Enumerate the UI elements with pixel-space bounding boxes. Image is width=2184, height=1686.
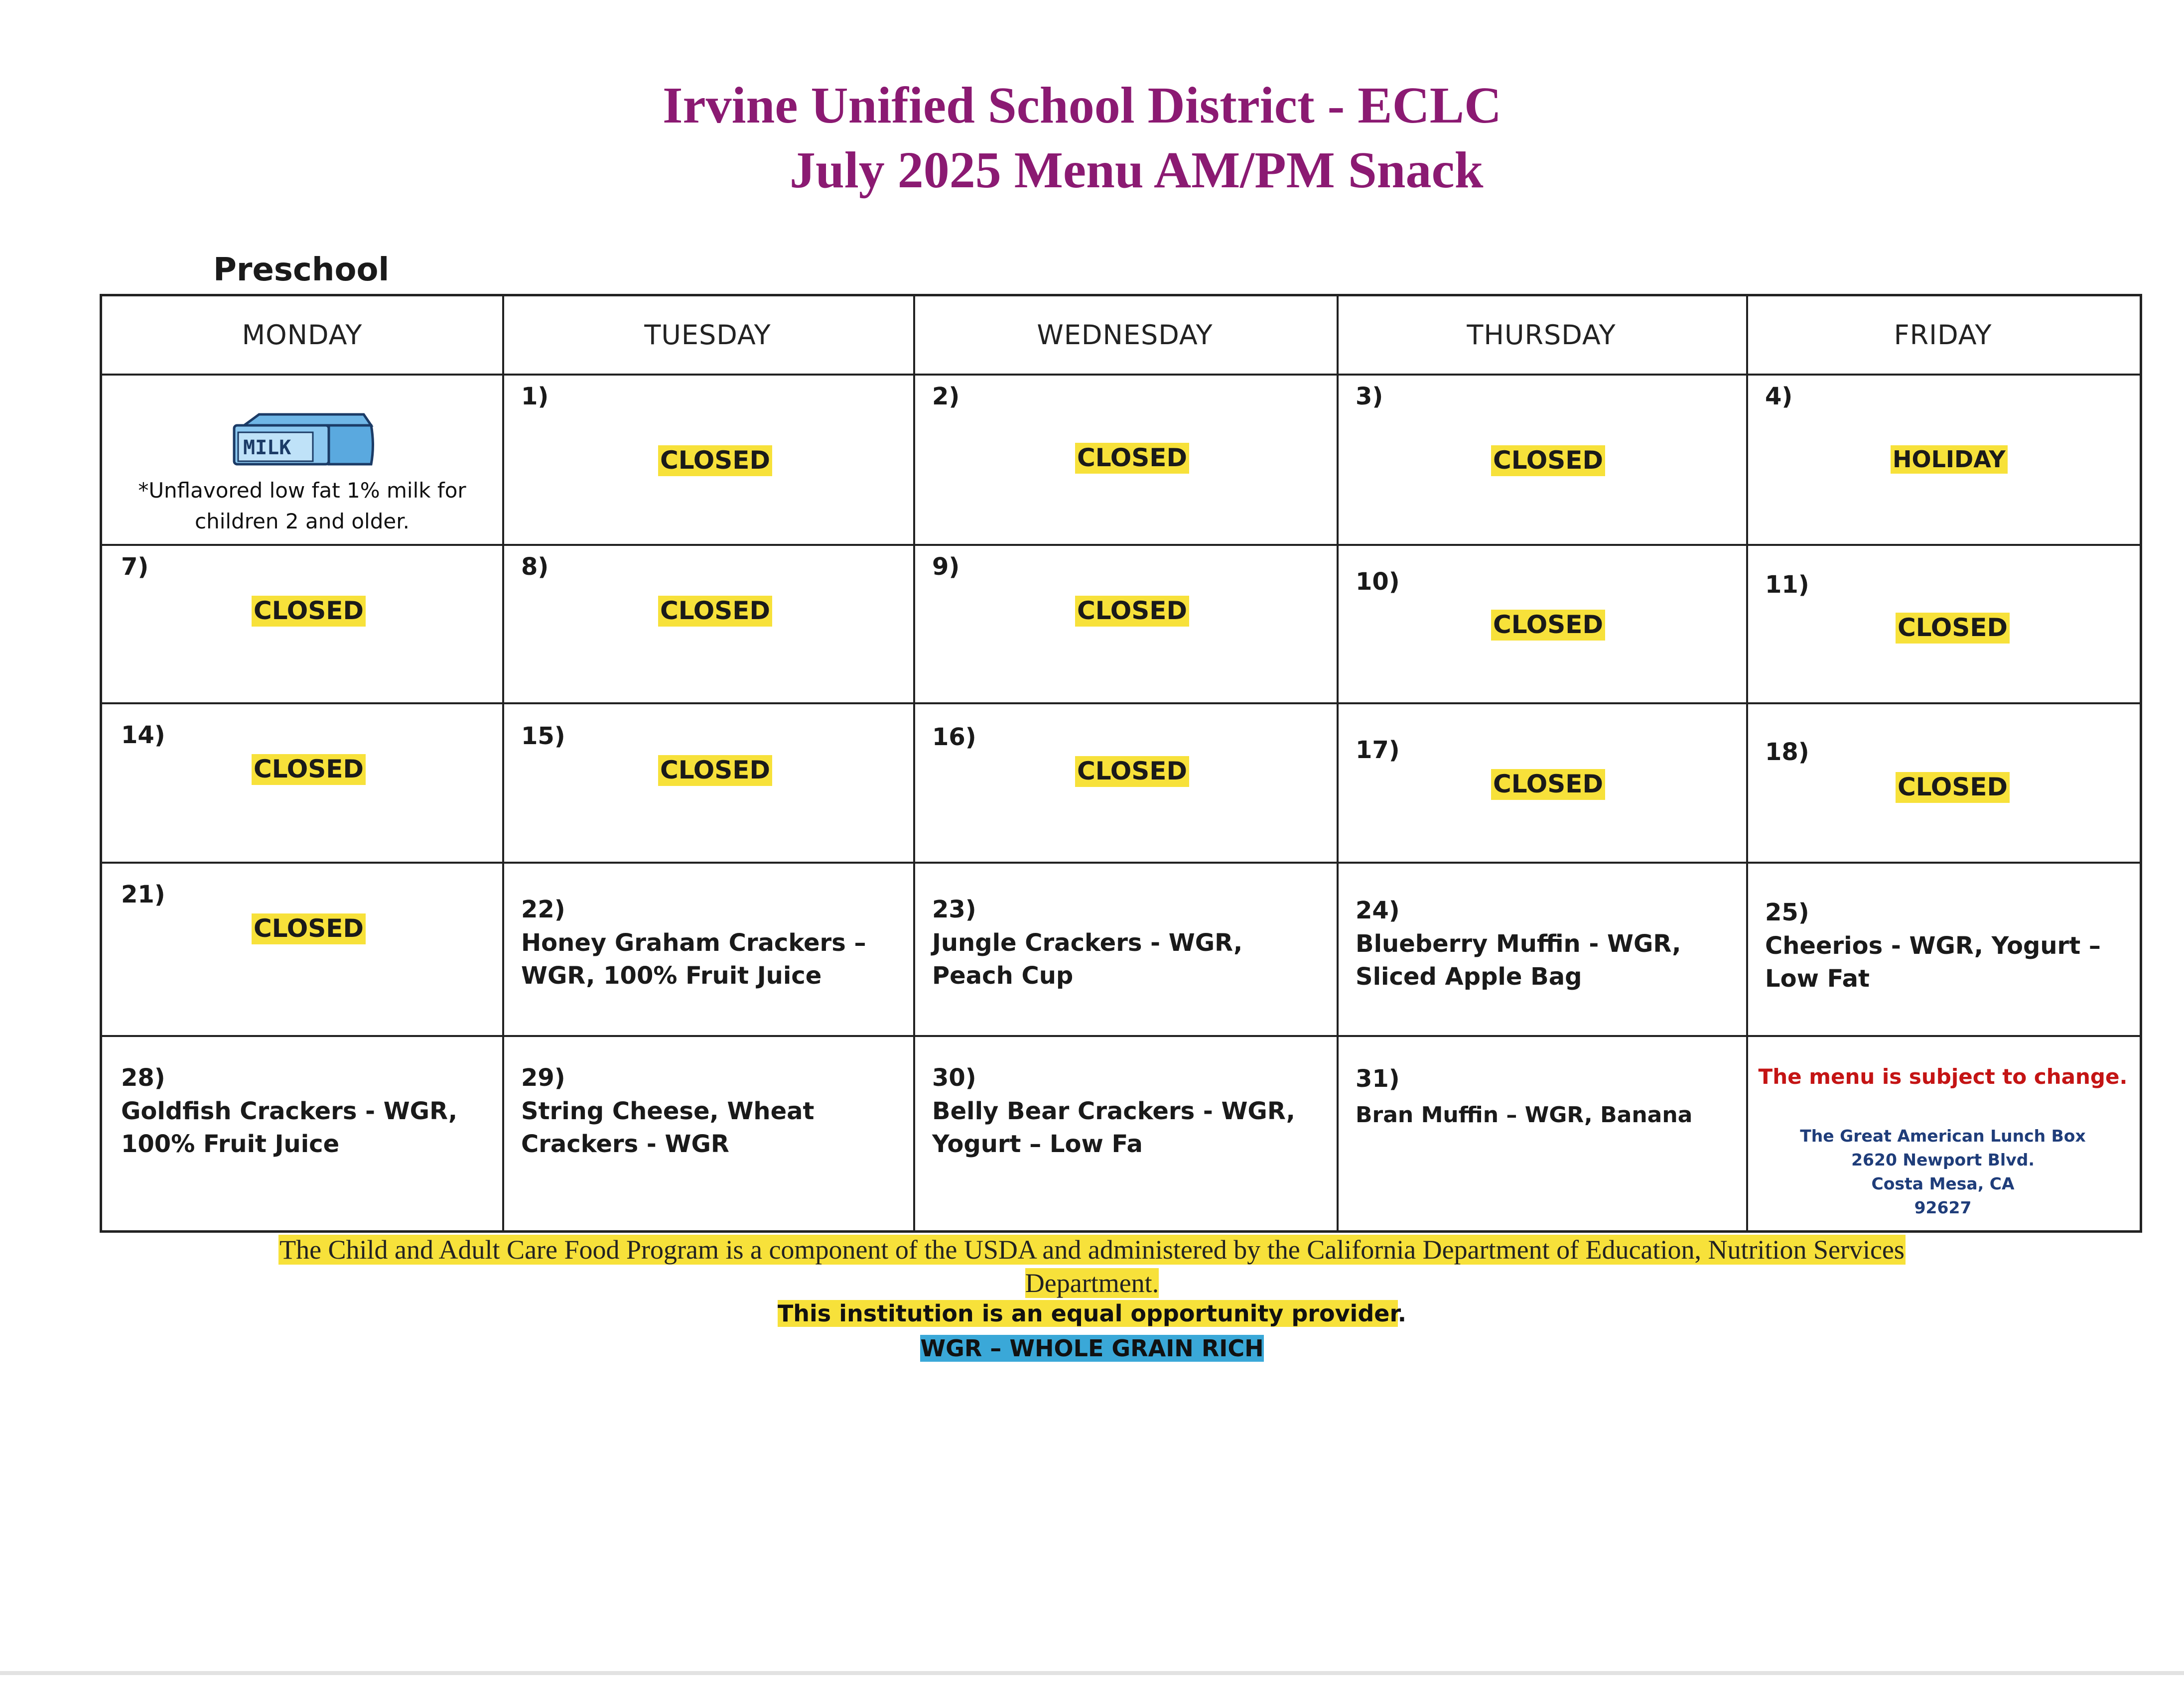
status-closed-badge: CLOSED <box>1075 756 1189 787</box>
day-number: 1) <box>521 383 549 410</box>
status-closed-badge: CLOSED <box>252 596 366 627</box>
day-number: 3) <box>1356 383 1383 410</box>
page-bottom-rule <box>0 1671 2184 1675</box>
header-monday: MONDAY <box>242 319 363 351</box>
usda-statement <box>0 1234 2184 1265</box>
status-closed-badge: CLOSED <box>658 445 772 476</box>
calendar-day-cell <box>502 704 913 862</box>
calendar-day-cell <box>913 704 1337 862</box>
calendar-day-cell <box>913 546 1337 702</box>
status-closed-badge: CLOSED <box>1491 769 1605 800</box>
status-closed-badge: CLOSED <box>252 913 366 944</box>
day-number: 18) <box>1765 738 1809 766</box>
calendar-day-cell <box>1337 546 1746 702</box>
wgr-legend <box>0 1335 2184 1362</box>
day-number: 8) <box>521 553 549 581</box>
day-number: 10) <box>1356 568 1400 596</box>
milk-carton-icon <box>229 410 379 470</box>
day-number: 17) <box>1356 736 1400 764</box>
day-number: 29) <box>521 1064 565 1092</box>
day-number: 22) <box>521 896 565 923</box>
status-closed-badge: CLOSED <box>1075 443 1189 474</box>
vendor-city: Costa Mesa, CA <box>1871 1174 2015 1193</box>
menu-change-notice: The menu is subject to change. <box>1758 1064 2128 1089</box>
day-number: 14) <box>121 721 165 749</box>
day-number: 2) <box>932 383 960 410</box>
header-thursday: THURSDAY <box>1467 319 1616 351</box>
wgr-legend-text: WGR – WHOLE GRAIN RICH <box>920 1335 1264 1362</box>
equal-opportunity-statement <box>0 1300 2184 1327</box>
equal-opportunity-period: . <box>1397 1300 1407 1327</box>
calendar-day-cell <box>913 376 1337 544</box>
status-closed-badge: CLOSED <box>658 596 772 627</box>
notice-cell <box>1746 1037 2140 1231</box>
milk-note: *Unflavored low fat 1% milk for children 2 and older. <box>138 478 466 533</box>
day-number: 24) <box>1356 897 1400 924</box>
calendar-day-cell <box>913 1037 1337 1231</box>
day-number: 11) <box>1765 571 1809 599</box>
day-number: 9) <box>932 553 960 581</box>
day-number: 28) <box>121 1064 165 1092</box>
day-number: 23) <box>932 896 976 923</box>
calendar-day-cell <box>102 1037 502 1231</box>
usda-statement-continued <box>0 1268 2184 1298</box>
day-number: 15) <box>521 722 565 750</box>
menu-calendar-table <box>100 294 2142 1233</box>
day-number: 25) <box>1765 899 1809 926</box>
day-number: 7) <box>121 553 149 581</box>
calendar-day-cell <box>502 546 913 702</box>
status-closed-badge: CLOSED <box>658 755 772 786</box>
calendar-day-cell <box>1746 376 2140 544</box>
calendar-day-cell <box>102 704 502 862</box>
status-closed-badge: CLOSED <box>1896 772 2010 803</box>
day-number: 16) <box>932 723 976 751</box>
menu-item-text: Blueberry Muffin - WGR, Sliced Apple Bag <box>1356 930 1681 991</box>
milk-icon-label: MILK <box>243 436 291 459</box>
calendar-day-cell <box>1746 546 2140 702</box>
menu-item-text: Belly Bear Crackers - WGR, Yogurt – Low Fa <box>932 1097 1295 1158</box>
day-number: 4) <box>1765 383 1793 410</box>
calendar-day-cell <box>102 546 502 702</box>
header-wednesday: WEDNESDAY <box>1037 319 1213 351</box>
menu-item-text: Goldfish Crackers - WGR, 100% Fruit Juice <box>121 1097 458 1158</box>
calendar-day-cell <box>1337 376 1746 544</box>
milk-info-cell <box>102 376 502 544</box>
calendar-day-cell <box>913 864 1337 1035</box>
menu-item-text: Cheerios - WGR, Yogurt – Low Fat <box>1765 932 2101 993</box>
status-closed-badge: CLOSED <box>1491 445 1605 476</box>
calendar-day-cell <box>502 1037 913 1231</box>
day-number: 31) <box>1356 1065 1400 1093</box>
section-label: Preschool <box>213 252 390 288</box>
vendor-street: 2620 Newport Blvd. <box>1851 1150 2035 1169</box>
day-number: 21) <box>121 881 165 908</box>
page-title-line-2: July 2025 Menu AM/PM Snack <box>790 141 1484 199</box>
menu-item-text: String Cheese, Wheat Crackers - WGR <box>521 1097 815 1158</box>
vendor-address <box>1746 1124 2140 1220</box>
calendar-day-cell <box>102 864 502 1035</box>
calendar-day-cell <box>1337 704 1746 862</box>
calendar-day-cell <box>502 864 913 1035</box>
status-closed-badge: CLOSED <box>1075 596 1189 627</box>
vendor-zip: 92627 <box>1914 1198 1972 1217</box>
day-number: 30) <box>932 1064 976 1092</box>
status-closed-badge: CLOSED <box>1896 613 2010 644</box>
page-title-line-1: Irvine Unified School District - ECLC <box>663 77 1502 134</box>
calendar-day-cell <box>1337 864 1746 1035</box>
equal-opportunity-text: This institution is an equal opportunity provider <box>777 1300 1398 1327</box>
calendar-day-cell <box>1746 864 2140 1035</box>
status-closed-badge: CLOSED <box>1491 610 1605 641</box>
menu-item-text: Honey Graham Crackers – WGR, 100% Fruit Juice <box>521 929 866 990</box>
status-closed-badge: CLOSED <box>252 754 366 785</box>
header-tuesday: TUESDAY <box>644 319 771 351</box>
calendar-day-cell <box>1337 1037 1746 1231</box>
calendar-day-cell <box>502 376 913 544</box>
usda-statement-text-2: Department. <box>1025 1268 1159 1298</box>
usda-statement-text: The Child and Adult Care Food Program is a component of the USDA and administered by the California Department of Education, Nutrition Services <box>279 1235 1905 1265</box>
menu-item-text: Jungle Crackers - WGR, Peach Cup <box>932 929 1243 990</box>
menu-item-text: Bran Muffin – WGR, Banana <box>1356 1102 1693 1128</box>
status-holiday-badge: HOLIDAY <box>1891 445 2008 474</box>
header-friday: FRIDAY <box>1894 319 1992 351</box>
vendor-name: The Great American Lunch Box <box>1800 1126 2086 1146</box>
calendar-day-cell <box>1746 704 2140 862</box>
